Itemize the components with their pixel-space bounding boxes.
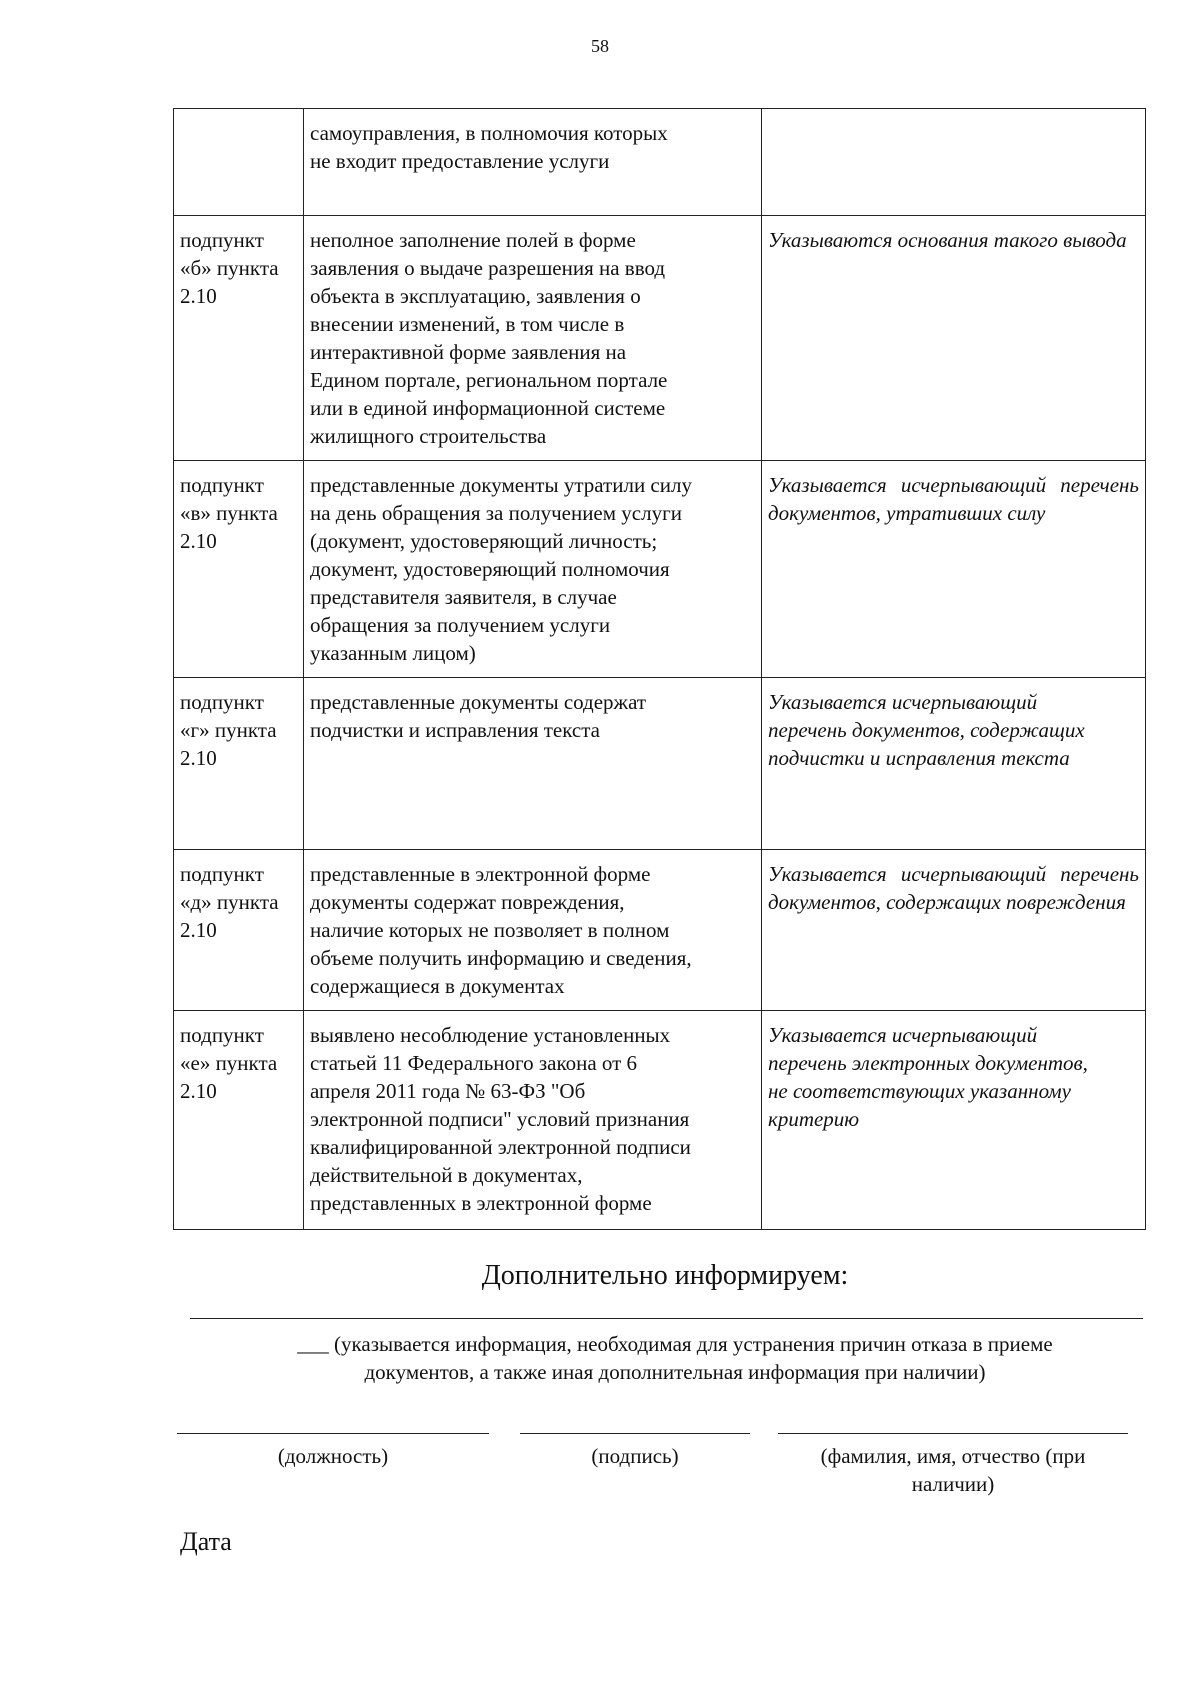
refusal-reasons-table [173, 108, 1146, 1230]
additional-info-note [225, 1330, 1125, 1386]
ref-text: подпункт «в» пункта 2.10 [180, 473, 278, 553]
signature-line [520, 1433, 750, 1434]
name-line [778, 1433, 1128, 1434]
additional-info-note-text: ___ (указывается информация, необходимая для устранения причин отказа в приеме документов, а также иная дополнительная информация при наличии) [297, 1332, 1053, 1384]
reason-text: неполное заполнение полей в форме заявления о выдаче разрешения на ввод объекта в эксплуатацию, заявления о внесении изменений, в том числе в интерактивной форме заявления на Едином портале, региональном портале или в единой информационной системе жилищного строительства [310, 228, 668, 448]
cell-ref [174, 678, 304, 850]
cell-explanation [762, 678, 1146, 850]
ref-text: подпункт «б» пункта 2.10 [180, 228, 279, 308]
cell-reason [304, 850, 762, 1011]
cell-ref [174, 109, 304, 216]
cell-explanation [762, 216, 1146, 461]
additional-info-line [190, 1318, 1143, 1319]
additional-info-heading: Дополнительно информируем: [481, 1260, 849, 1291]
table-row [174, 461, 1146, 678]
explanation-text: Указывается исчерпывающий перечень электронных документов, не соответствующих указанному критерию [768, 1023, 1088, 1131]
signature-label: (подпись) [591, 1444, 679, 1468]
cell-explanation [762, 850, 1146, 1011]
table-row [174, 1011, 1146, 1230]
cell-reason [304, 109, 762, 216]
cell-explanation [762, 1011, 1146, 1230]
cell-reason [304, 678, 762, 850]
table-row [174, 850, 1146, 1011]
date-label: Дата [180, 1527, 232, 1556]
ref-text: подпункт «г» пункта 2.10 [180, 690, 277, 770]
name-label [778, 1442, 1128, 1498]
explanation-text: Указывается исчерпывающий перечень документов, содержащих повреждения [768, 862, 1139, 914]
position-label: (должность) [277, 1444, 389, 1468]
reason-text: самоуправления, в полномочия которых не входит предоставление услуги [310, 121, 668, 173]
reason-text: представленные документы содержат подчистки и исправления текста [310, 690, 647, 742]
ref-text: подпункт «е» пункта 2.10 [180, 1023, 278, 1103]
cell-explanation [762, 461, 1146, 678]
cell-reason [304, 461, 762, 678]
page-number: 58 [591, 36, 609, 56]
table-row [174, 216, 1146, 461]
name-label-text: (фамилия, имя, отчество (при наличии) [820, 1444, 1086, 1496]
cell-explanation [762, 109, 1146, 216]
ref-text: подпункт «д» пункта 2.10 [180, 862, 279, 942]
cell-reason [304, 216, 762, 461]
cell-ref [174, 461, 304, 678]
explanation-text: Указываются основания такого вывода [768, 228, 1127, 252]
cell-ref [174, 216, 304, 461]
position-line [177, 1433, 489, 1434]
explanation-text: Указывается исчерпывающий перечень документов, содержащих подчистки и исправления текста [768, 690, 1085, 770]
cell-ref [174, 850, 304, 1011]
cell-ref [174, 1011, 304, 1230]
cell-reason [304, 1011, 762, 1230]
reason-text: представленные в электронной форме документы содержат повреждения, наличие которых не позволяет в полном объеме получить информацию и сведения, содержащиеся в документах [310, 862, 692, 998]
explanation-text: Указывается исчерпывающий перечень документов, утративших силу [768, 473, 1139, 525]
table-row [174, 678, 1146, 850]
reason-text: представленные документы утратили силу на день обращения за получением услуги (документ, удостоверяющий личность; документ, удостоверяющий полномочия представителя заявителя, в случае обращения за получением услуги указанным лицом) [310, 473, 692, 665]
reason-text: выявлено несоблюдение установленных статьей 11 Федерального закона от 6 апреля 2011 года № 63-ФЗ "Об электронной подписи" условий признания квалифицированной электронной подписи действительной в документах, представленных в электронной форме [310, 1023, 691, 1215]
table-row [174, 109, 1146, 216]
